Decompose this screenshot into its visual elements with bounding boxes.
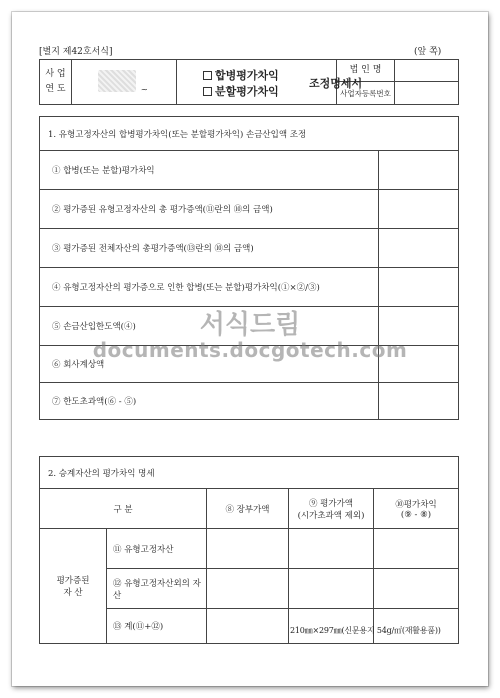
business-year-field[interactable]: ~ [72,60,177,105]
row-other-assets-label: ⑫ 유형고정자산외의 자산 [107,569,207,609]
row-other-appraisal-gain[interactable] [374,569,459,609]
item-3-value[interactable] [379,229,459,268]
book-value-header: ⑧ 장부가액 [207,489,289,529]
checkbox-split[interactable] [203,87,212,96]
item-6-label: ⑥ 회사계상액 [40,346,379,383]
item-1-value[interactable] [379,151,459,190]
row-total-book-value[interactable] [207,609,289,644]
corp-name-label: 법 인 명 [337,60,395,82]
watermark-title: 서식드림 [199,310,301,340]
item-6-value[interactable] [379,346,459,383]
item-3-label: ③ 평가증된 전체자산의 총평가증액(⑬란의 ⑩의 금액) [40,229,379,268]
item-5-label: ⑤ 손금산입한도액(④) [40,307,379,346]
item-2-label: ② 평가증된 유형고정자산의 총 평가증액(⑪란의 ⑩의 금액) [40,190,379,229]
section1-title: 1. 유형고정자산의 합병평가차익(또는 분할평가차익) 손금산입액 조정 [40,117,459,151]
paper-spec-footer: 210㎜×297㎜(신문용지 54g/㎡(재활용품)) [290,626,441,635]
corp-name-field[interactable] [395,60,459,82]
header-table [39,59,459,105]
row-tangible-assets-label: ⑪ 유형고정자산 [107,529,207,569]
item-7-value[interactable] [379,383,459,420]
row-total-label: ⑬ 계(⑪+⑫) [107,609,207,644]
watermark-url: documents.docgotech.com [92,338,408,362]
item-2-value[interactable] [379,190,459,229]
section2-title: 2. 승계자산의 평가차익 명세 [40,457,459,489]
row-tangible-appraisal-gain[interactable] [374,529,459,569]
redacted-date [98,70,136,92]
page-side-label: (앞 쪽) [414,47,442,57]
item-4-label: ④ 유형고정자산의 평가증으로 인한 합병(또는 분할)평가차익(①×②/③) [40,268,379,307]
group-label-revalued-assets: 평가증된 자 산 [40,529,107,644]
row-tangible-book-value[interactable] [207,529,289,569]
item-1-label: ① 합병(또는 분할)평가차익 [40,151,379,190]
form-number: [별지 제42호서식] [39,47,113,57]
appraisal-value-header: ⑨ 평가가액 (시가초과액 제외) [289,489,374,529]
option-split[interactable]: 분할평가차익 [203,83,279,99]
business-reg-label: 사업자등록번호 [337,82,395,105]
section1-table [39,116,459,420]
option-merger[interactable]: 합병평가차익 [203,67,279,83]
section2-table [39,456,459,644]
row-other-book-value[interactable] [207,569,289,609]
appraisal-gain-header: ⑩평가차익 (⑨ - ⑧) [374,489,459,529]
title-cell [177,60,363,105]
item-7-label: ⑦ 한도초과액(⑥ - ⑤) [40,383,379,420]
row-tangible-appraisal-value[interactable] [289,529,374,569]
business-year-label: 사 업 연 도 [40,60,72,105]
item-4-value[interactable] [379,268,459,307]
checkbox-merger[interactable] [203,71,212,80]
form-title-suffix: 조정명세서 [309,77,363,90]
row-other-appraisal-value[interactable] [289,569,374,609]
item-5-value[interactable] [379,307,459,346]
business-reg-field[interactable] [395,82,459,105]
category-header: 구 분 [40,489,207,529]
